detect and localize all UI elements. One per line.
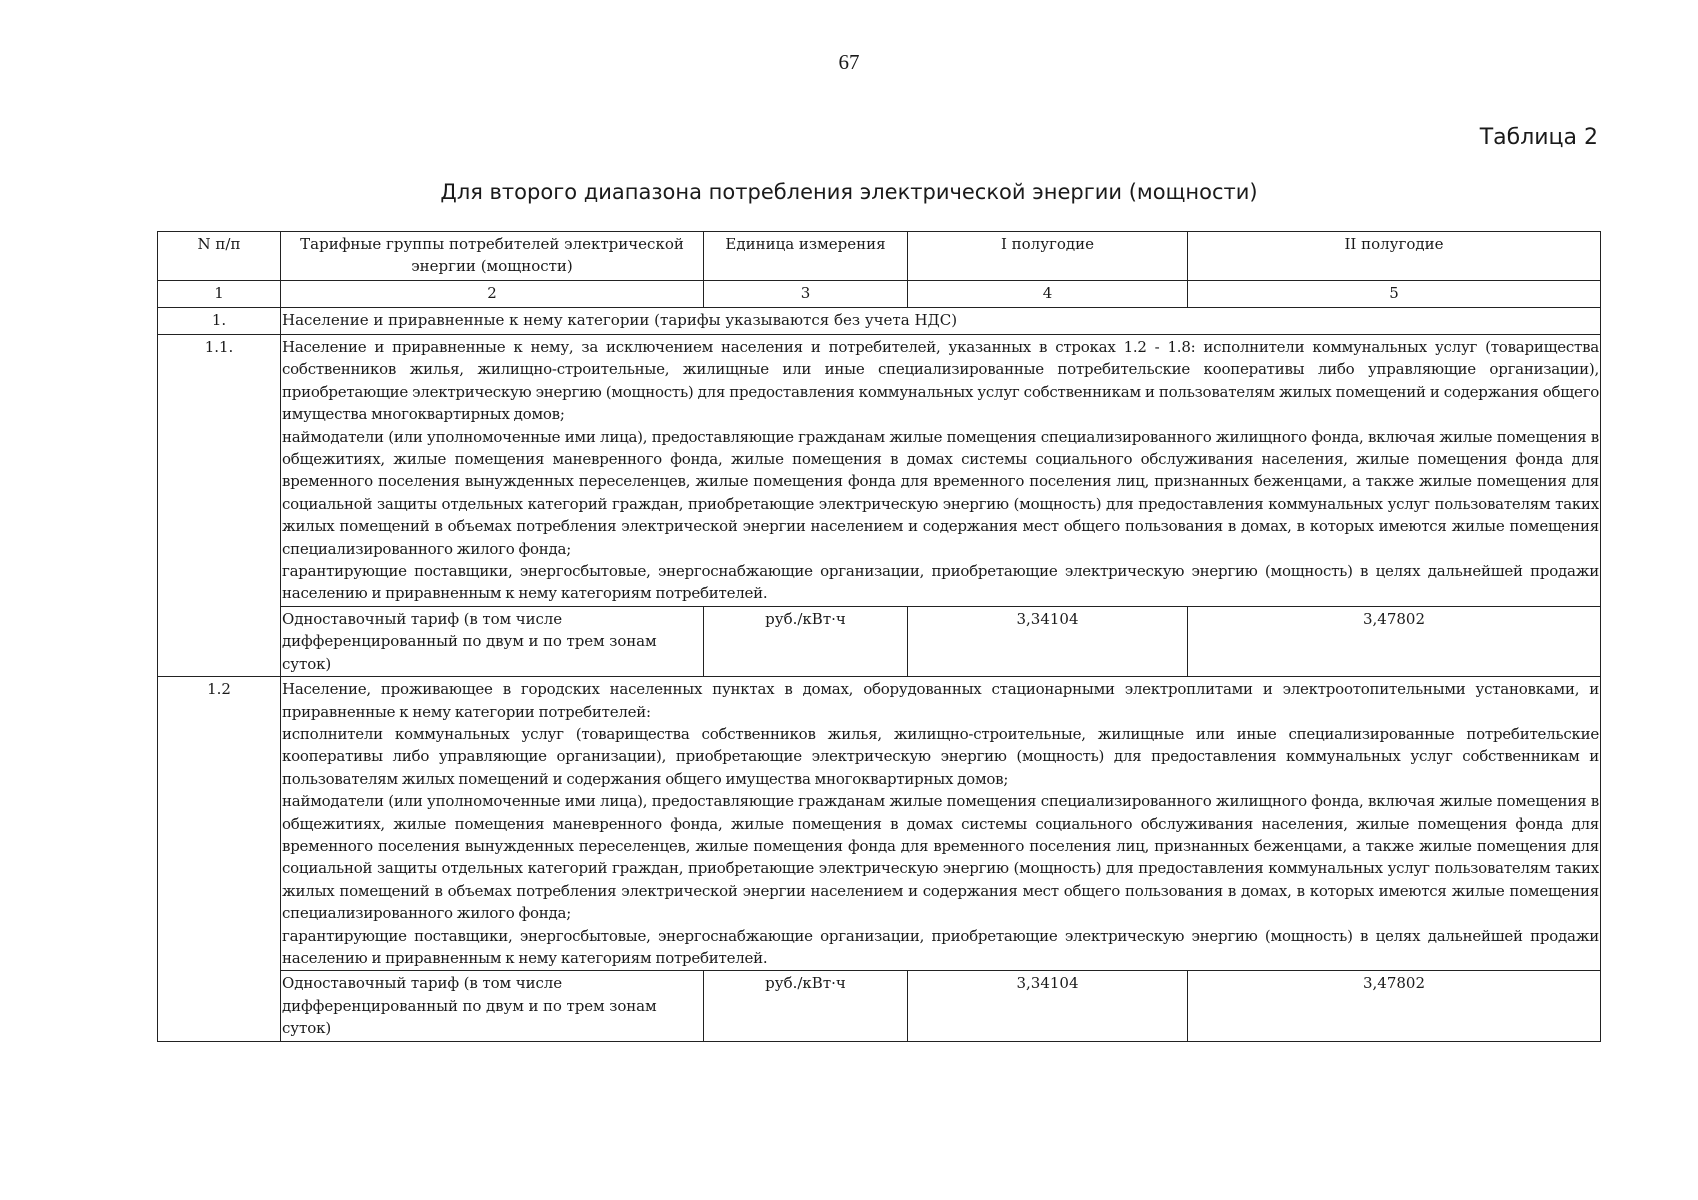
page-number: 67 [838, 50, 860, 74]
row-number: 1.1. [158, 335, 281, 677]
tariff-row-1-1 [158, 606, 1601, 676]
description-paragraph: наймодатели (или уполномоченные ими лица), предоставляющие гражданам жилые помещения специализированного жилищного фонда, включая жилые помещения в общежитиях, жилые помещения маневренного фонда, жилые помещения в домах системы социального обслуживания населения, жилые помещения фонда для временного поселения вынужденных переселенцев, жилые помещения фонда для временного поселения лиц, признанных беженцами, а также жилые помещения для социальной защиты отдельных категорий граждан, приобретающие электрическую энергию (мощность) для предоставления коммунальных услуг пользователям таких жилых помещений в объемах потребления электрической энергии населением и содержания мест общего пользования в домах, в которых имеются жилые помещения специализированного жилого фонда; [282, 427, 1599, 558]
header-unit: Единица измерения [704, 232, 908, 281]
table-row-1-2 [158, 677, 1601, 971]
description-paragraph: Население и приравненные к нему, за исключением населения и потребителей, указанных в строках 1.2 - 1.8: исполнители коммунальных услуг (товарищества собственников жилья, жилищно-строительные, жилищные или иные специализированные потребительские кооперативы либо управляющие организации), приобретающие электрическую энергию (мощность) для предоставления коммунальных услуг собственникам и пользователям жилых помещений и содержания общего имущества многоквартирных домов; [282, 338, 1599, 424]
category-description [281, 335, 1601, 607]
header-number: N п/п [158, 232, 281, 281]
document-title: Для второго диапазона потребления электрической энергии (мощности) [440, 180, 1258, 204]
section-title: Население и приравненные к нему категории (тарифы указываются без учета НДС) [281, 308, 1601, 335]
header-second-half: II полугодие [1188, 232, 1601, 281]
description-paragraph: наймодатели (или уполномоченные ими лица), предоставляющие гражданам жилые помещения специализированного жилищного фонда, включая жилые помещения в общежитиях, жилые помещения маневренного фонда, жилые помещения в домах системы социального обслуживания населения, жилые помещения фонда для временного поселения вынужденных переселенцев, жилые помещения фонда для временного поселения лиц, признанных беженцами, а также жилые помещения для социальной защиты отдельных категорий граждан, приобретающие электрическую энергию (мощность) для предоставления коммунальных услуг пользователям таких жилых помещений в объемах потребления электрической энергии населением и содержания мест общего пользования в домах, в которых имеются жилые помещения специализированного жилого фонда; [282, 792, 1599, 923]
description-paragraph: Население, проживающее в городских населенных пунктах в домах, оборудованных стационарными электроплитами и электроотопительными установками, и приравненные к нему категории потребителей: [282, 680, 1599, 721]
table-label: Таблица 2 [1479, 125, 1598, 150]
table-row-1-1 [158, 335, 1601, 607]
column-number: 2 [281, 281, 704, 308]
tariff-name: Одноставочный тариф (в том числе дифференцированный по двум и по трем зонам суток) [281, 606, 704, 676]
header-first-half: I полугодие [908, 232, 1188, 281]
category-description [281, 677, 1601, 971]
row-number: 1.2 [158, 677, 281, 1042]
tariff-name: Одноставочный тариф (в том числе дифференцированный по двум и по трем зонам суток) [281, 971, 704, 1041]
tariff-second-half-value: 3,47802 [1188, 971, 1601, 1041]
header-tariff-groups: Тарифные группы потребителей электрической энергии (мощности) [281, 232, 704, 281]
description-paragraph: гарантирующие поставщики, энергосбытовые, энергоснабжающие организации, приобретающие электрическую энергию (мощность) в целях дальнейшей продажи населению и приравненным к нему категориям потребителей. [282, 562, 1599, 603]
column-number: 5 [1188, 281, 1601, 308]
section-number: 1. [158, 308, 281, 335]
description-paragraph: исполнители коммунальных услуг (товарищества собственников жилья, жилищно-строительные, жилищные или иные специализированные потребительские кооперативы либо управляющие организации), приобретающие электрическую энергию (мощность) для предоставления коммунальных услуг собственникам и пользователям жилых помещений и содержания общего имущества многоквартирных домов; [282, 724, 1599, 788]
tariff-row-1-2 [158, 971, 1601, 1041]
table-header-row [158, 232, 1601, 281]
column-number: 4 [908, 281, 1188, 308]
tariff-unit: руб./кВт·ч [704, 971, 908, 1041]
column-number: 1 [158, 281, 281, 308]
tariff-first-half-value: 3,34104 [908, 971, 1188, 1041]
column-number: 3 [704, 281, 908, 308]
tariff-second-half-value: 3,47802 [1188, 606, 1601, 676]
section-row-1 [158, 308, 1601, 335]
description-paragraph: гарантирующие поставщики, энергосбытовые, энергоснабжающие организации, приобретающие электрическую энергию (мощность) в целях дальнейшей продажи населению и приравненным к нему категориям потребителей. [282, 926, 1599, 967]
tariff-first-half-value: 3,34104 [908, 606, 1188, 676]
tariff-table [157, 231, 1601, 1042]
tariff-unit: руб./кВт·ч [704, 606, 908, 676]
column-number-row [158, 281, 1601, 308]
